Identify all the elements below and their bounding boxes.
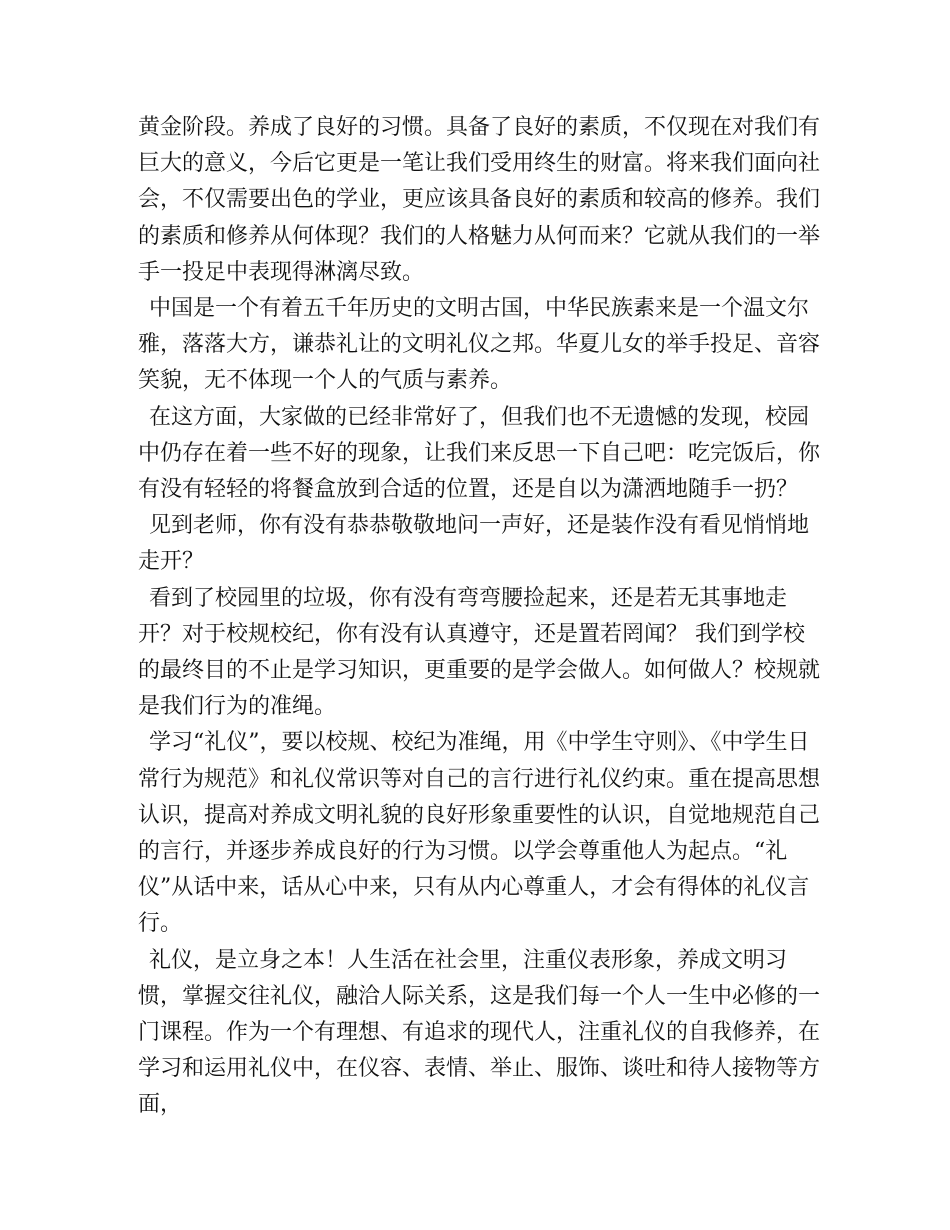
paragraph-4: 见到老师，你有没有恭恭敬敬地问一声好，还是装作没有看见悄悄地走开？ bbox=[138, 513, 810, 575]
document-page bbox=[138, 110, 822, 1124]
paragraph-3: 在这方面，大家做的已经非常好了，但我们也不无遗憾的发现，校园中仍存在着一些不好的现象，让我们来反思一下自己吧：吃完饭后，你有没有轻轻的将餐盒放到合适的位置，还是自以为潇洒地随手一扔？ bbox=[138, 404, 821, 503]
paragraph-2: 中国是一个有着五千年历史的文明古国，中华民族素来是一个温文尔雅，落落大方，谦恭礼让的文明礼仪之邦。华夏儿女的举手投足、音容笑貌，无不体现一个人的气质与素养。 bbox=[138, 296, 821, 394]
paragraph-1: 黄金阶段。养成了良好的习惯。具备了良好的素质，不仅现在对我们有巨大的意义，今后它更是一笔让我们受用终生的财富。将来我们面向社会，不仅需要出色的学业，更应该具备良好的素质和较高的修养。我们的素质和修养从何体现？我们的人格魅力从何而来？它就从我们的一举手一投足中表现得淋漓尽致。 bbox=[138, 115, 821, 285]
paragraph-6: 学习“礼仪”，要以校规、校纪为准绳，用《中学生守则》、《中学生日常行为规范》和礼仪常识等对自己的言行进行礼仪约束。重在提高思想认识，提高对养成文明礼貌的良好形象重要性的认识，自觉地规范自己的言行，并逐步养成良好的行为习惯。以学会尊重他人为起点。“礼仪”从话中来，话从心中来，只有从内心尊重人，才会有得体的礼仪言行。 bbox=[138, 730, 821, 937]
paragraph-7: 礼仪，是立身之本！人生活在社会里，注重仪表形象，养成文明习惯，掌握交往礼仪，融洽人际关系，这是我们每一个人一生中必修的一门课程。作为一个有理想、有追求的现代人，注重礼仪的自我修养，在学习和运用礼仪中，在仪容、表情、举止、服饰、谈吐和待人接物等方面， bbox=[138, 947, 821, 1118]
paragraph-5: 看到了校园里的垃圾，你有没有弯弯腰捡起来，还是若无其事地走开？对于校规校纪，你有没有认真遵守，还是置若罔闻？ 我们到学校的最终目的不止是学习知识，更重要的是学会做人。如何做人？校规就是我们行为的准绳。 bbox=[138, 585, 821, 720]
